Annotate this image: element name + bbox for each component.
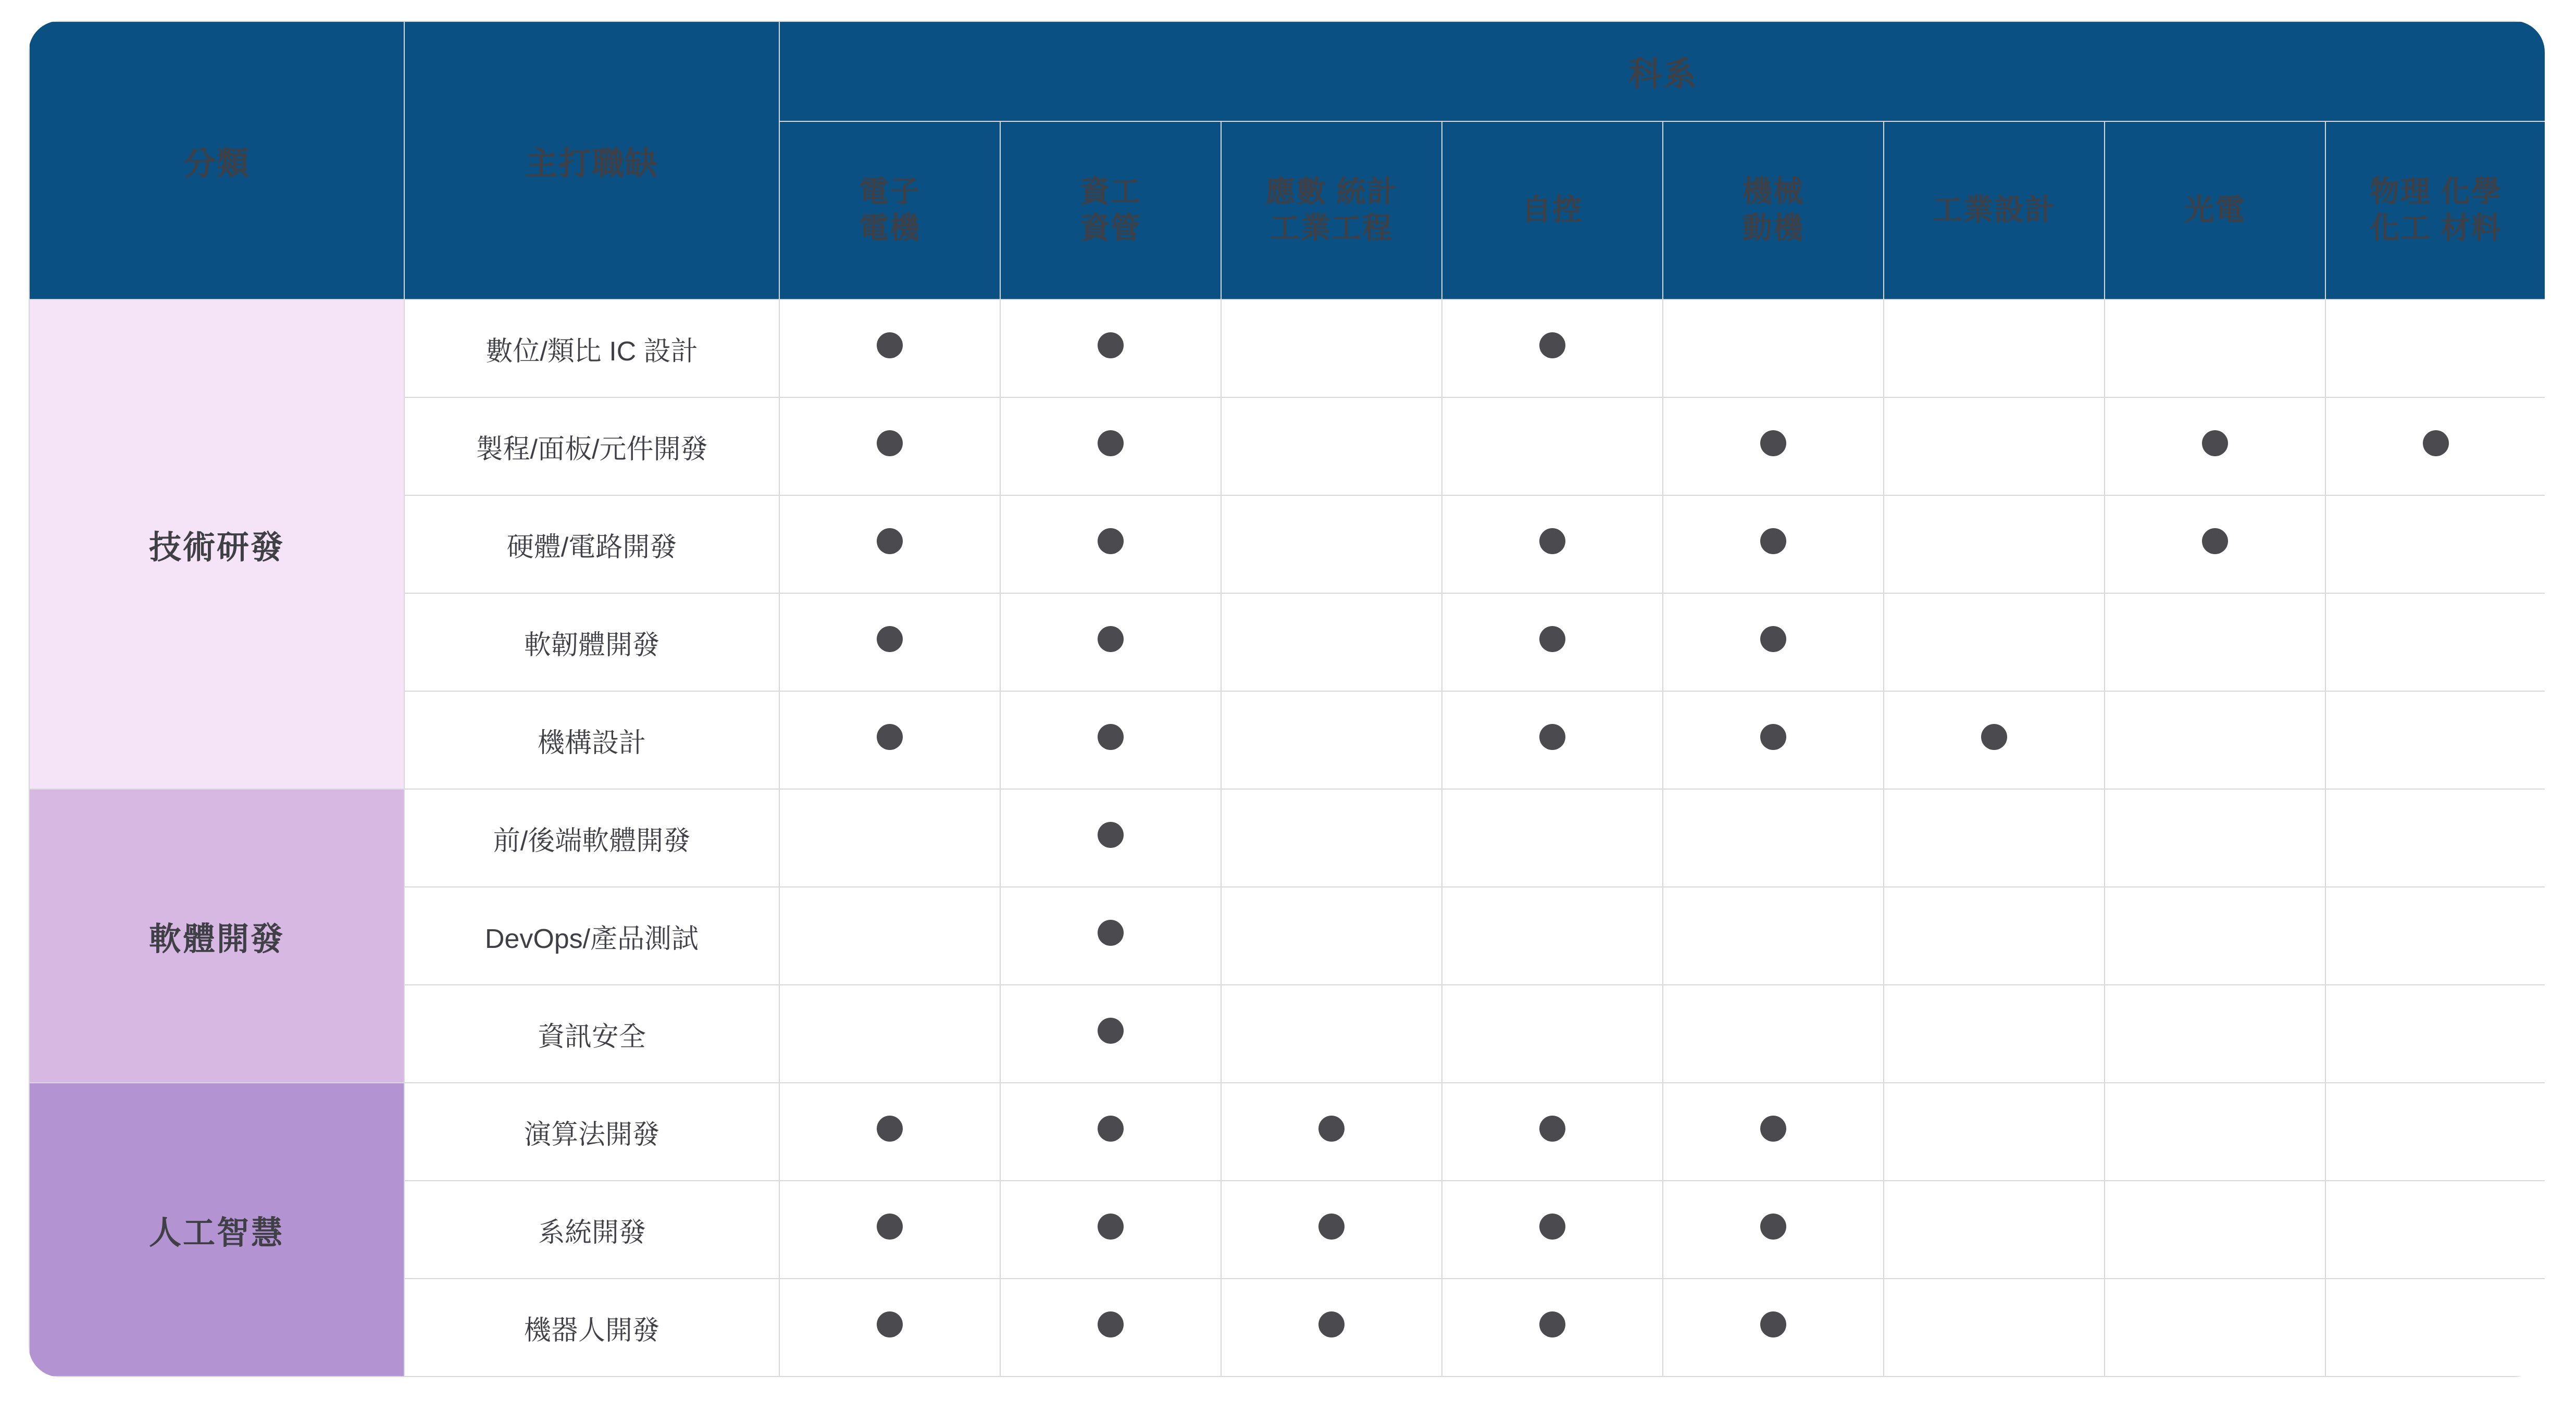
mark-cell: [779, 495, 1000, 593]
mark-cell: [1000, 985, 1221, 1083]
header-dept-5: [1884, 121, 2105, 299]
mark-cell: [1000, 397, 1221, 495]
dot-marker: [2423, 430, 2449, 456]
job-cell: 機構設計: [404, 691, 779, 789]
mark-cell: [1442, 1083, 1663, 1181]
mark-cell: [2325, 593, 2545, 691]
mark-cell: [1000, 789, 1221, 887]
mark-cell: [2325, 397, 2545, 495]
job-cell: 前/後端軟體開發: [404, 789, 779, 887]
mark-cell: [1663, 1083, 1884, 1181]
mark-cell: [1442, 1181, 1663, 1279]
table-row: [29, 593, 2545, 691]
mark-cell: [1884, 1083, 2105, 1181]
mark-cell: [1663, 887, 1884, 985]
mark-cell: [1663, 985, 1884, 1083]
mark-cell: [2105, 1181, 2325, 1279]
mark-cell: [1221, 887, 1442, 985]
header-dept-4-line1: 機械: [1743, 175, 1804, 209]
mark-cell: [1663, 299, 1884, 397]
header-department-group: 科系: [779, 21, 2545, 121]
mark-cell: [779, 593, 1000, 691]
dot-marker: [1098, 724, 1124, 750]
dot-marker: [1760, 1214, 1786, 1240]
dot-marker: [1098, 822, 1124, 848]
dot-marker: [877, 1214, 903, 1240]
header-dept-0-line1: 電子: [859, 175, 920, 209]
job-cell: 製程/面板/元件開發: [404, 397, 779, 495]
header-dept-1: [1000, 121, 1221, 299]
header-dept-3-line1: 自控: [1522, 193, 1583, 227]
mark-cell: [1884, 985, 2105, 1083]
mark-cell: [1884, 1279, 2105, 1377]
mark-cell: [1442, 789, 1663, 887]
dot-marker: [2202, 430, 2228, 456]
job-department-matrix: [29, 21, 2545, 1377]
dot-marker: [1098, 1214, 1124, 1240]
header-dept-2-line2: 工業工程: [1270, 211, 1393, 245]
mark-cell: [2325, 789, 2545, 887]
mark-cell: [2105, 593, 2325, 691]
mark-cell: [1000, 1279, 1221, 1377]
dot-marker: [1760, 1116, 1786, 1142]
mark-cell: [1663, 495, 1884, 593]
mark-cell: [2325, 1181, 2545, 1279]
header-dept-7: [2325, 121, 2545, 299]
dot-marker: [1539, 626, 1565, 652]
mark-cell: [779, 299, 1000, 397]
job-cell: 資訊安全: [404, 985, 779, 1083]
mark-cell: [1884, 593, 2105, 691]
mark-cell: [2105, 789, 2325, 887]
mark-cell: [1442, 1279, 1663, 1377]
dot-marker: [1981, 724, 2007, 750]
job-cell: 系統開發: [404, 1181, 779, 1279]
mark-cell: [2105, 397, 2325, 495]
mark-cell: [1000, 887, 1221, 985]
dot-marker: [1098, 430, 1124, 456]
header-dept-5-line1: 工業設計: [1933, 193, 2056, 227]
mark-cell: [1442, 691, 1663, 789]
mark-cell: [2105, 887, 2325, 985]
header-category: 分類: [29, 21, 404, 299]
dot-marker: [1760, 528, 1786, 554]
dot-marker: [877, 332, 903, 358]
job-cell: 數位/類比 IC 設計: [404, 299, 779, 397]
table-row: [29, 397, 2545, 495]
mark-cell: [779, 985, 1000, 1083]
mark-cell: [1663, 1279, 1884, 1377]
dot-marker: [1098, 920, 1124, 946]
dot-marker: [1539, 332, 1565, 358]
dot-marker: [1098, 1311, 1124, 1337]
mark-cell: [1221, 299, 1442, 397]
header-dept-1-line1: 資工: [1080, 175, 1141, 209]
mark-cell: [2105, 1279, 2325, 1377]
mark-cell: [2105, 299, 2325, 397]
dot-marker: [1098, 1116, 1124, 1142]
mark-cell: [1442, 593, 1663, 691]
mark-cell: [1442, 495, 1663, 593]
table-row: [29, 691, 2545, 789]
header-dept-4: [1663, 121, 1884, 299]
mark-cell: [1663, 691, 1884, 789]
dot-marker: [1539, 724, 1565, 750]
dot-marker: [1539, 1311, 1565, 1337]
dot-marker: [1318, 1214, 1345, 1240]
dot-marker: [1760, 430, 1786, 456]
dot-marker: [1318, 1311, 1345, 1337]
mark-cell: [1000, 593, 1221, 691]
mark-cell: [1884, 495, 2105, 593]
dot-marker: [877, 724, 903, 750]
job-cell: DevOps/產品測試: [404, 887, 779, 985]
header-job: 主打職缺: [404, 21, 779, 299]
table-row: [29, 495, 2545, 593]
dot-marker: [1098, 1018, 1124, 1044]
mark-cell: [1884, 299, 2105, 397]
header-dept-2-line1: 應數 統計: [1265, 175, 1398, 209]
matrix-table-wrap: [29, 21, 2545, 1377]
mark-cell: [1663, 593, 1884, 691]
mark-cell: [2325, 299, 2545, 397]
header-dept-0: [779, 121, 1000, 299]
mark-cell: [779, 691, 1000, 789]
header-dept-3: [1442, 121, 1663, 299]
mark-cell: [1884, 397, 2105, 495]
dot-marker: [1539, 1214, 1565, 1240]
mark-cell: [1221, 397, 1442, 495]
mark-cell: [1000, 1181, 1221, 1279]
mark-cell: [779, 397, 1000, 495]
mark-cell: [1221, 1083, 1442, 1181]
mark-cell: [779, 1181, 1000, 1279]
mark-cell: [1221, 1279, 1442, 1377]
mark-cell: [1663, 789, 1884, 887]
header-dept-0-line2: 電機: [859, 211, 920, 245]
header-dept-7-line1: 物理 化學: [2370, 175, 2502, 209]
mark-cell: [2105, 691, 2325, 789]
mark-cell: [1663, 1181, 1884, 1279]
table-row: [29, 789, 2545, 887]
dot-marker: [877, 528, 903, 554]
mark-cell: [1000, 1083, 1221, 1181]
table-header: [29, 21, 2545, 299]
table-row: [29, 1279, 2545, 1377]
dot-marker: [1318, 1116, 1345, 1142]
mark-cell: [2105, 495, 2325, 593]
mark-cell: [1442, 299, 1663, 397]
category-cell-software: 軟體開發: [29, 789, 404, 1083]
job-cell: 硬體/電路開發: [404, 495, 779, 593]
mark-cell: [1884, 691, 2105, 789]
mark-cell: [1221, 691, 1442, 789]
mark-cell: [2325, 985, 2545, 1083]
header-dept-6-line1: 光電: [2184, 193, 2246, 227]
mark-cell: [1221, 1181, 1442, 1279]
mark-cell: [1000, 299, 1221, 397]
dot-marker: [1760, 626, 1786, 652]
dot-marker: [1098, 332, 1124, 358]
dot-marker: [877, 430, 903, 456]
table-row: [29, 1181, 2545, 1279]
table-row: [29, 887, 2545, 985]
mark-cell: [1442, 985, 1663, 1083]
mark-cell: [1000, 691, 1221, 789]
mark-cell: [1221, 495, 1442, 593]
header-dept-1-line2: 資管: [1080, 211, 1141, 245]
mark-cell: [779, 1083, 1000, 1181]
header-dept-4-line2: 動機: [1743, 211, 1804, 245]
dot-marker: [1539, 1116, 1565, 1142]
mark-cell: [2105, 1083, 2325, 1181]
dot-marker: [1539, 528, 1565, 554]
dot-marker: [877, 626, 903, 652]
category-cell-tech: 技術研發: [29, 299, 404, 789]
dot-marker: [1098, 626, 1124, 652]
mark-cell: [2325, 1279, 2545, 1377]
mark-cell: [1884, 789, 2105, 887]
mark-cell: [1221, 593, 1442, 691]
dot-marker: [1760, 1311, 1786, 1337]
mark-cell: [2325, 887, 2545, 985]
mark-cell: [2325, 495, 2545, 593]
header-dept-6: [2105, 121, 2325, 299]
mark-cell: [1884, 887, 2105, 985]
mark-cell: [2325, 1083, 2545, 1181]
dot-marker: [1760, 724, 1786, 750]
job-cell: 軟韌體開發: [404, 593, 779, 691]
job-cell: 演算法開發: [404, 1083, 779, 1181]
dot-marker: [2202, 528, 2228, 554]
table-row: [29, 985, 2545, 1083]
mark-cell: [779, 789, 1000, 887]
header-row-top: [29, 21, 2545, 121]
mark-cell: [2105, 985, 2325, 1083]
mark-cell: [1221, 789, 1442, 887]
category-cell-ai: 人工智慧: [29, 1083, 404, 1377]
table-row: [29, 299, 2545, 397]
header-dept-7-line2: 化工 材料: [2370, 211, 2502, 245]
header-dept-2: [1221, 121, 1442, 299]
mark-cell: [779, 887, 1000, 985]
table-row: [29, 1083, 2545, 1181]
dot-marker: [1098, 528, 1124, 554]
dot-marker: [877, 1116, 903, 1142]
mark-cell: [1442, 397, 1663, 495]
mark-cell: [1442, 887, 1663, 985]
dot-marker: [877, 1311, 903, 1337]
mark-cell: [1663, 397, 1884, 495]
job-cell: 機器人開發: [404, 1279, 779, 1377]
mark-cell: [1000, 495, 1221, 593]
mark-cell: [1221, 985, 1442, 1083]
mark-cell: [1884, 1181, 2105, 1279]
mark-cell: [779, 1279, 1000, 1377]
mark-cell: [2325, 691, 2545, 789]
table-body: [29, 299, 2545, 1377]
